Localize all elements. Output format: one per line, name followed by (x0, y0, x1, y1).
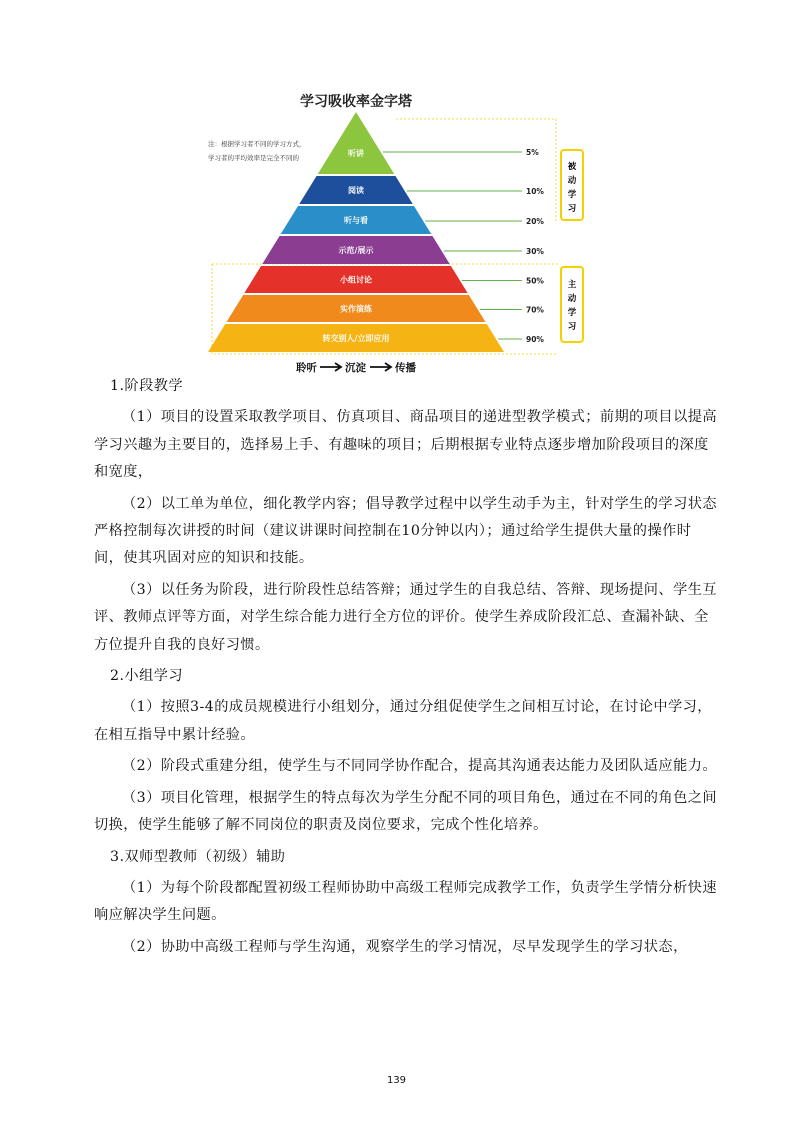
passive-char: 学 (567, 190, 577, 200)
paragraph: （2）协助中高级工程师与学生沟通，观察学生的学习情况，尽早发现学生的学习状态， (122, 938, 688, 955)
paragraph: （2）以工单为单位，细化教学内容；倡导教学过程中以学生动手为主，针对学生的学习状态严格控制每次讲授的时间（建议讲课时间控制在10分钟以内）；通过给学生提供大量的操作时间，使其巩固对应的知识和技能。 (94, 495, 717, 567)
pyramid-layer-label: 听讲 (348, 149, 364, 158)
section-heading: 3.双师型教师（初级）辅助 (110, 848, 286, 865)
active-char: 主 (567, 280, 577, 290)
pyramid-layers (208, 112, 544, 352)
active-char: 习 (567, 322, 577, 332)
percent-label: 90% (526, 335, 544, 344)
flow-step-listen: 聆听 (296, 362, 317, 374)
percent-label: 20% (526, 217, 544, 226)
pyramid-layer-label: 转交别人/立即应用 (322, 334, 390, 343)
percent-label: 30% (526, 247, 544, 256)
pyramid-layer-label: 听与看 (344, 216, 368, 225)
paragraph: （1）按照3-4的成员规模进行小组划分，通过分组促使学生之间相互讨论，在讨论中学习，在相互指导中累计经验。 (94, 699, 712, 743)
passive-char: 动 (567, 176, 577, 186)
figure-note-line1: 注：根据学习者不同的学习方式， (208, 140, 306, 148)
paragraph: （1）为每个阶段都配置初级工程师协助中高级工程师完成教学工作，负责学生学情分析快速响应解决学生问题。 (94, 879, 717, 924)
pyramid-layer-label: 阅读 (348, 186, 364, 195)
percent-label: 70% (526, 305, 544, 315)
page-number: 139 (386, 1075, 407, 1086)
figure-note-line2: 学习者的平均效率是完全不同的 (208, 154, 299, 162)
percent-label: 5% (526, 148, 539, 157)
passive-dashed-bracket (396, 119, 556, 222)
flow-step-settle: 沉淀 (345, 362, 366, 374)
active-char: 学 (567, 308, 577, 318)
figure-title: 学习吸收率金字塔 (300, 94, 412, 110)
pyramid-layer-label: 示范/展示 (338, 246, 374, 255)
percent-label: 10% (526, 187, 544, 196)
pyramid-layer-label: 小组讨论 (340, 275, 372, 285)
body-text (94, 373, 719, 961)
section-heading: 1.阶段教学 (110, 378, 183, 394)
percent-label: 50% (526, 276, 544, 286)
passive-char: 被 (567, 162, 577, 172)
flow-arrow-icon (370, 363, 391, 371)
flow-arrow-icon (320, 363, 341, 371)
paragraph: （2）阶段式重建分组，使学生与不同同学协作配合，提高其沟通表达能力及团队适应能力。 (122, 758, 717, 775)
pyramid-layer-label: 实作演练 (340, 304, 372, 314)
paragraph: （3）项目化管理，根据学生的特点每次为学生分配不同的项目角色，通过在不同的角色之间切换，使学生能够了解不同岗位的职责及岗位要求，完成个性化培养。 (94, 789, 717, 834)
paragraph: （3）以任务为阶段，进行阶段性总结答辩；通过学生的自我总结、答辩、现场提问、学生互评、教师点评等方面，对学生综合能力进行全方位的评价。使学生养成阶段汇总、查漏补缺、全方位提升自我的良好习惯。 (94, 581, 717, 653)
pyramid-layer (318, 112, 394, 174)
passive-char: 习 (567, 204, 577, 214)
learning-pyramid-figure (196, 84, 596, 374)
active-char: 动 (567, 294, 577, 304)
section-heading: 2.小组学习 (110, 668, 183, 685)
flow-step-spread: 传播 (395, 362, 416, 374)
paragraph: （1）项目的设置采取教学项目、仿真项目、商品项目的递进型教学模式；前期的项目以提高学习兴趣为主要目的，选择易上手、有趣味的项目；后期根据专业特点逐步增加阶段项目的深度和宽度， (94, 409, 717, 481)
